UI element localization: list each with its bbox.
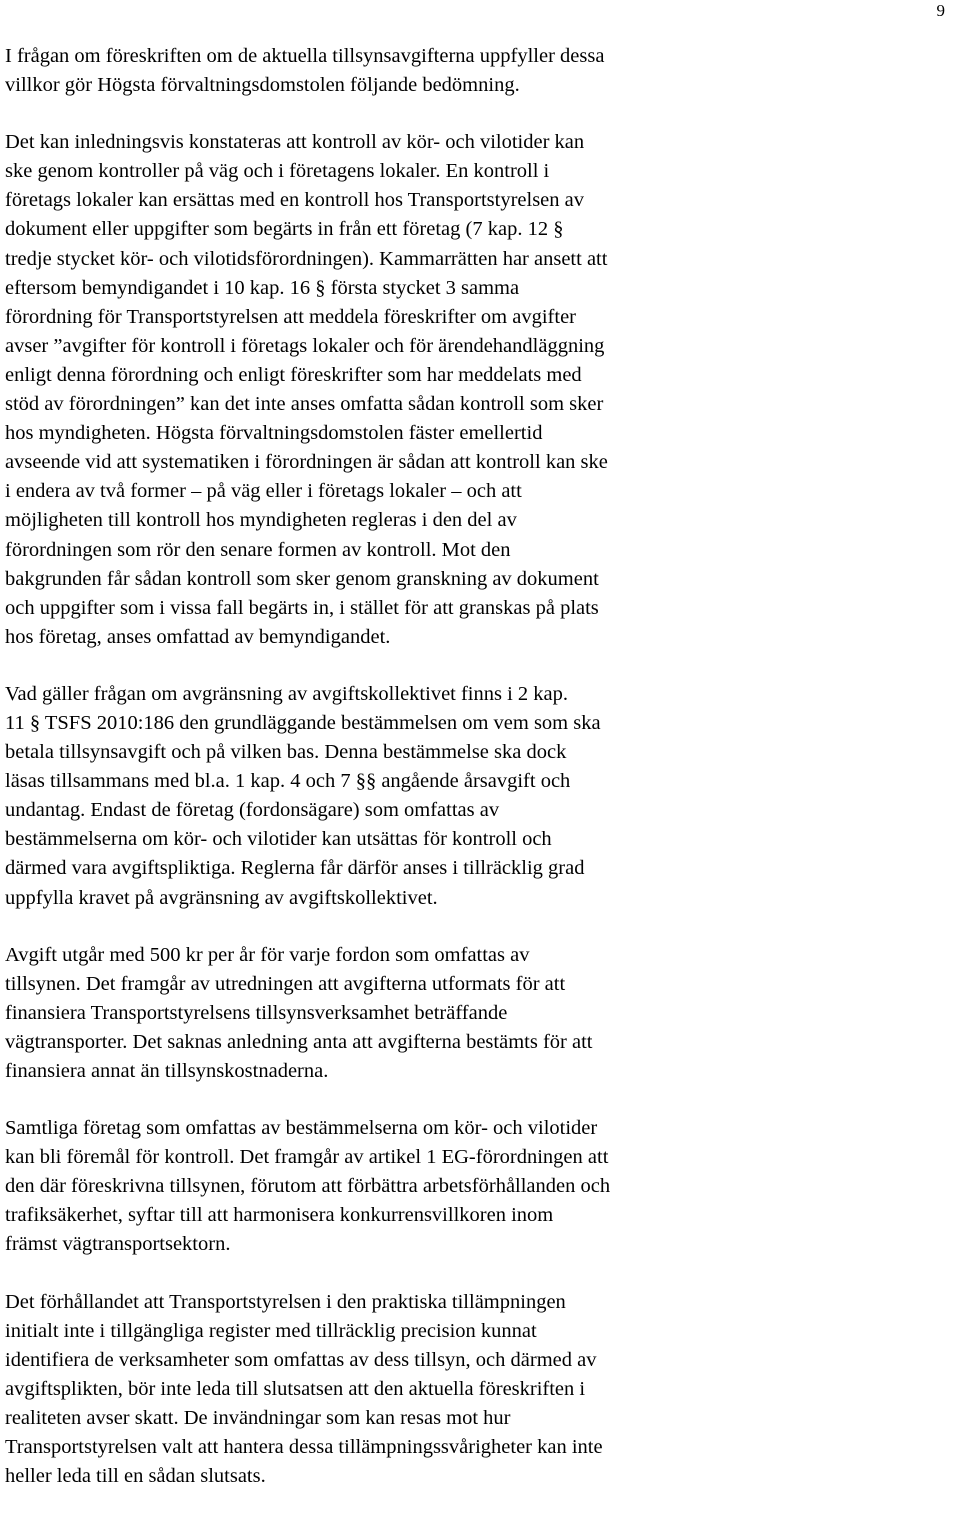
text-line: bestämmelserna om kör- och vilotider kan utsättas för kontroll och [5, 828, 552, 851]
text-line: ske genom kontroller på väg och i företagens lokaler. En kontroll i [5, 160, 550, 183]
paragraph-3 [5, 680, 805, 913]
text-line: bakgrunden får sådan kontroll som sker genom granskning av dokument [5, 567, 599, 590]
text-line: främst vägtransportsektorn. [5, 1233, 231, 1256]
text-line: trafiksäkerhet, syftar till att harmonisera konkurrensvillkoren inom [5, 1204, 554, 1227]
text-line: i endera av två former – på väg eller i företags lokaler – och att [5, 480, 522, 503]
text-line: avseende vid att systematiken i förordningen är sådan att kontroll kan ske [5, 451, 608, 474]
paragraph-1 [5, 42, 805, 100]
text-line: förordningen som rör den senare formen av kontroll. Mot den [5, 538, 511, 561]
text-line: betala tillsynsavgift och på vilken bas. Denna bestämmelse ska dock [5, 741, 567, 764]
text-line: heller leda till en sådan slutsats. [5, 1465, 266, 1488]
text-line: tredje stycket kör- och vilotidsförordningen). Kammarrätten har ansett att [5, 247, 608, 270]
text-line: initialt inte i tillgängliga register med tillräcklig precision kunnat [5, 1319, 537, 1342]
text-line: Det förhållandet att Transportstyrelsen i den praktiska tillämpningen [5, 1290, 566, 1313]
paragraph-4 [5, 941, 805, 1086]
document-body [5, 42, 805, 1519]
text-line: Transportstyrelsen valt att hantera dessa tillämpningssvårigheter kan inte [5, 1436, 603, 1459]
text-line: avser ”avgifter för kontroll i företags lokaler och för ärendehandläggning [5, 334, 605, 357]
paragraph-2 [5, 128, 805, 652]
text-line: avgiftsplikten, bör inte leda till slutsatsen att den aktuella föreskriften i [5, 1377, 586, 1400]
text-line: 11 § TSFS 2010:186 den grundläggande bestämmelsen om vem som ska [5, 711, 601, 734]
text-line: undantag. Endast de företag (fordonsägare) som omfattas av [5, 799, 500, 822]
text-line: enligt denna förordning och enligt föreskrifter som har meddelats med [5, 363, 582, 386]
text-line: tillsynen. Det framgår av utredningen att avgifterna utformats för att [5, 972, 566, 995]
text-line: hos myndigheten. Högsta förvaltningsdomstolen fäster emellertid [5, 422, 543, 445]
text-line: kan bli föremål för kontroll. Det framgår av artikel 1 EG-förordningen att [5, 1146, 609, 1169]
page-number: 9 [936, 1, 945, 20]
text-line: realiteten avser skatt. De invändningar som kan resas mot hur [5, 1406, 511, 1429]
text-line: företags lokaler kan ersättas med en kontroll hos Transportstyrelsen av [5, 189, 584, 212]
text-line: förordning för Transportstyrelsen att meddela föreskrifter om avgifter [5, 305, 576, 328]
text-line: Vad gäller frågan om avgränsning av avgiftskollektivet finns i 2 kap. [5, 682, 569, 705]
text-line: finansiera annat än tillsynskostnaderna. [5, 1060, 329, 1082]
text-line: stöd av förordningen” kan det inte anses omfatta sådan kontroll som sker [5, 393, 604, 416]
text-line: uppfylla kravet på avgränsning av avgiftskollektivet. [5, 886, 438, 909]
text-line: Samtliga företag som omfattas av bestämmelserna om kör- och vilotider [5, 1117, 598, 1140]
paragraph-6 [5, 1288, 805, 1492]
text-line: Avgift utgår med 500 kr per år för varje fordon som omfattas av [5, 943, 530, 966]
text-line: hos företag, anses omfattad av bemyndigandet. [5, 625, 391, 648]
text-line: dokument eller uppgifter som begärts in från ett företag (7 kap. 12 § [5, 218, 564, 241]
text-line: den där föreskrivna tillsynen, förutom att förbättra arbetsförhållanden och [5, 1175, 611, 1198]
text-line: läsas tillsammans med bl.a. 1 kap. 4 och 7 §§ angående årsavgift och [5, 770, 571, 793]
text-line: I frågan om föreskriften om de aktuella tillsynsavgifterna uppfyller dessa [5, 45, 605, 67]
paragraph-5 [5, 1114, 805, 1259]
text-line: Det kan inledningsvis konstateras att kontroll av kör- och vilotider kan [5, 131, 585, 154]
text-line: möjligheten till kontroll hos myndigheten regleras i den del av [5, 509, 517, 532]
text-line: finansiera Transportstyrelsens tillsynsverksamhet beträffande [5, 1001, 508, 1024]
text-line: villkor gör Högsta förvaltningsdomstolen följande bedömning. [5, 74, 520, 97]
text-line: och uppgifter som i vissa fall begärts in, i stället för att granskas på plats [5, 596, 599, 619]
text-line: identifiera de verksamheter som omfattas av dess tillsyn, och därmed av [5, 1348, 597, 1371]
text-line: därmed vara avgiftspliktiga. Reglerna får därför anses i tillräcklig grad [5, 857, 585, 880]
text-line: vägtransporter. Det saknas anledning anta att avgifterna bestämts för att [5, 1030, 593, 1053]
text-line: eftersom bemyndigandet i 10 kap. 16 § första stycket 3 samma [5, 276, 520, 299]
